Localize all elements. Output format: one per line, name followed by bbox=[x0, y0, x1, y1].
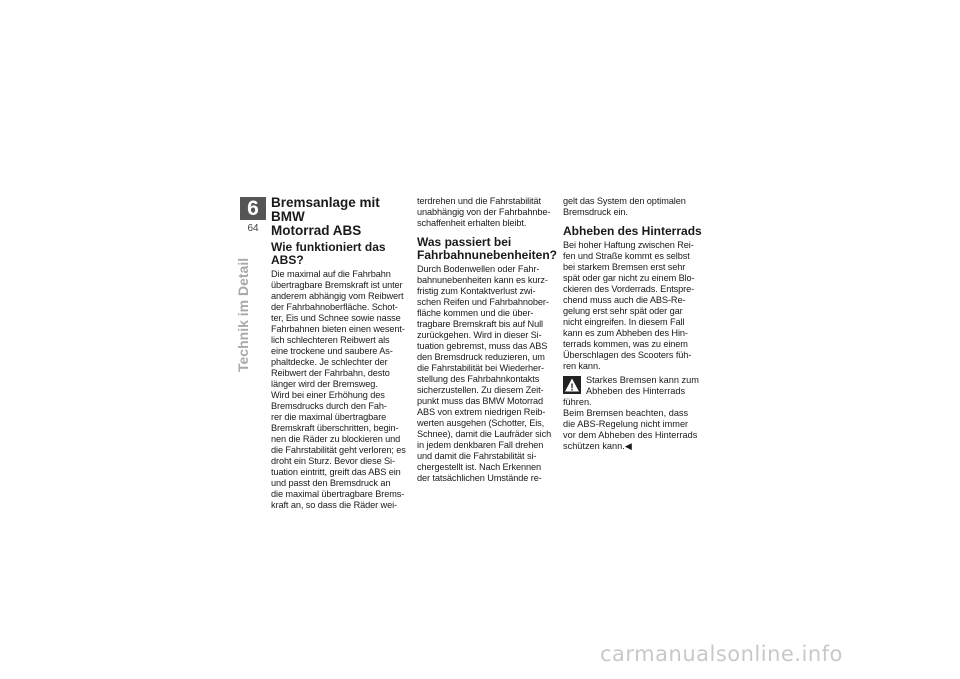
paragraph-continued: terdrehen und die Fahrstabilität unabhängig von der Fahrbahnbe- schaffenheit erhalten bleibt. bbox=[417, 196, 551, 228]
paragraph-road-unevenness: Durch Bodenwellen oder Fahr- bahnunebenheiten kann es kurz- fristig zum Kontaktverlust zwi- schen Reifen und Fahrbahnober- fläche kommen und die über- tragbare Bremskraft bis auf Null zurückgehen. Wird in dieser Si- tuation gebremst, muss das ABS den Bremsdruck reduzieren, um die Fahrstabilität bei Wiederher- stellung des Fahrbahnkontakts sicherzustellen. Zu diesem Zeit- punkt muss das BMW Motorrad ABS von extrem niedrigen Reib- werten ausgehen (Schotter, Eis, Schnee), damit die Laufräder sich in jedem denkbaren Fall drehen und damit die Fahrstabilität si- chergestellt ist. Nach Erkennen der tatsächlichen Umstände re- bbox=[417, 264, 552, 483]
warning-text: Starkes Bremsen kann zum Abheben des Hinterrads bbox=[586, 375, 699, 396]
warning-sign-graphic bbox=[563, 376, 581, 394]
heading-road-unevenness: Was passiert bei Fahrbahnunebenheiten? bbox=[417, 235, 558, 262]
paragraph-continued-2: gelt das System den optimalen Bremsdruck ein. bbox=[563, 196, 686, 217]
watermark: carmanualsonline.info bbox=[600, 642, 843, 666]
heading-rear-wheel-lift: Abheben des Hinterrads bbox=[563, 224, 702, 238]
warning-continued-body: führen. Beim Bremsen beachten, dass die ABS-Regelung nicht immer vor dem Abheben des Hinterrads schützen kann. bbox=[563, 397, 698, 451]
chapter-number-badge: 6 bbox=[240, 197, 266, 220]
warning-symbol: ! bbox=[570, 382, 574, 394]
warning-block bbox=[563, 375, 707, 397]
text-column-1 bbox=[271, 196, 415, 511]
chapter-side-title: Technik im Detail bbox=[235, 257, 251, 372]
heading-abs-function: Wie funktioniert das ABS? bbox=[271, 240, 386, 267]
end-of-section-icon: ◀ bbox=[624, 441, 632, 451]
paragraph-rear-wheel-lift: Bei hoher Haftung zwischen Rei- fen und Straße kommt es selbst bei starkem Bremsen erst sehr spät oder gar nicht zu einem Blo- ckieren des Vorderrads. Entspre- chend muss auch die ABS-Re- gelung erst sehr spät oder gar nicht eingreifen. In diesem Fall kann es zum Abheben des Hin- terrads kommen, was zu einem Überschlagen des Scooters füh- ren kann. bbox=[563, 240, 695, 371]
page-number: 64 bbox=[247, 223, 259, 234]
warning-triangle-icon bbox=[563, 376, 581, 394]
section-title: Bremsanlage mit BMW Motorrad ABS bbox=[271, 195, 380, 238]
warning-text-continued bbox=[563, 397, 707, 452]
paragraph-abs-function: Die maximal auf die Fahrbahn übertragbare Bremskraft ist unter anderem abhängig vom Reibwert der Fahrbahnoberfläche. Schot- ter, Eis und Schnee sowie nasse Fahrbahnen bieten einen wesent- lich schlechteren Reibwert als eine trockene und saubere As- phaltdecke. Je schlechter der Reibwert der Fahrbahn, desto länger wird der Bremsweg. Wird bei einer Erhöhung des Bremsdrucks durch den Fah- rer die maximal übertragbare Bremskraft überschritten, begin- nen die Räder zu blockieren und die Fahrstabilität geht verloren; es droht ein Sturz. Bevor diese Si- tuation eintritt, greift das ABS ein und passt den Bremsdruck an die maximal übertragbare Brems- kraft an, so dass die Räder wei- bbox=[271, 269, 406, 510]
text-column-2 bbox=[417, 196, 561, 484]
text-column-3 bbox=[563, 196, 707, 452]
